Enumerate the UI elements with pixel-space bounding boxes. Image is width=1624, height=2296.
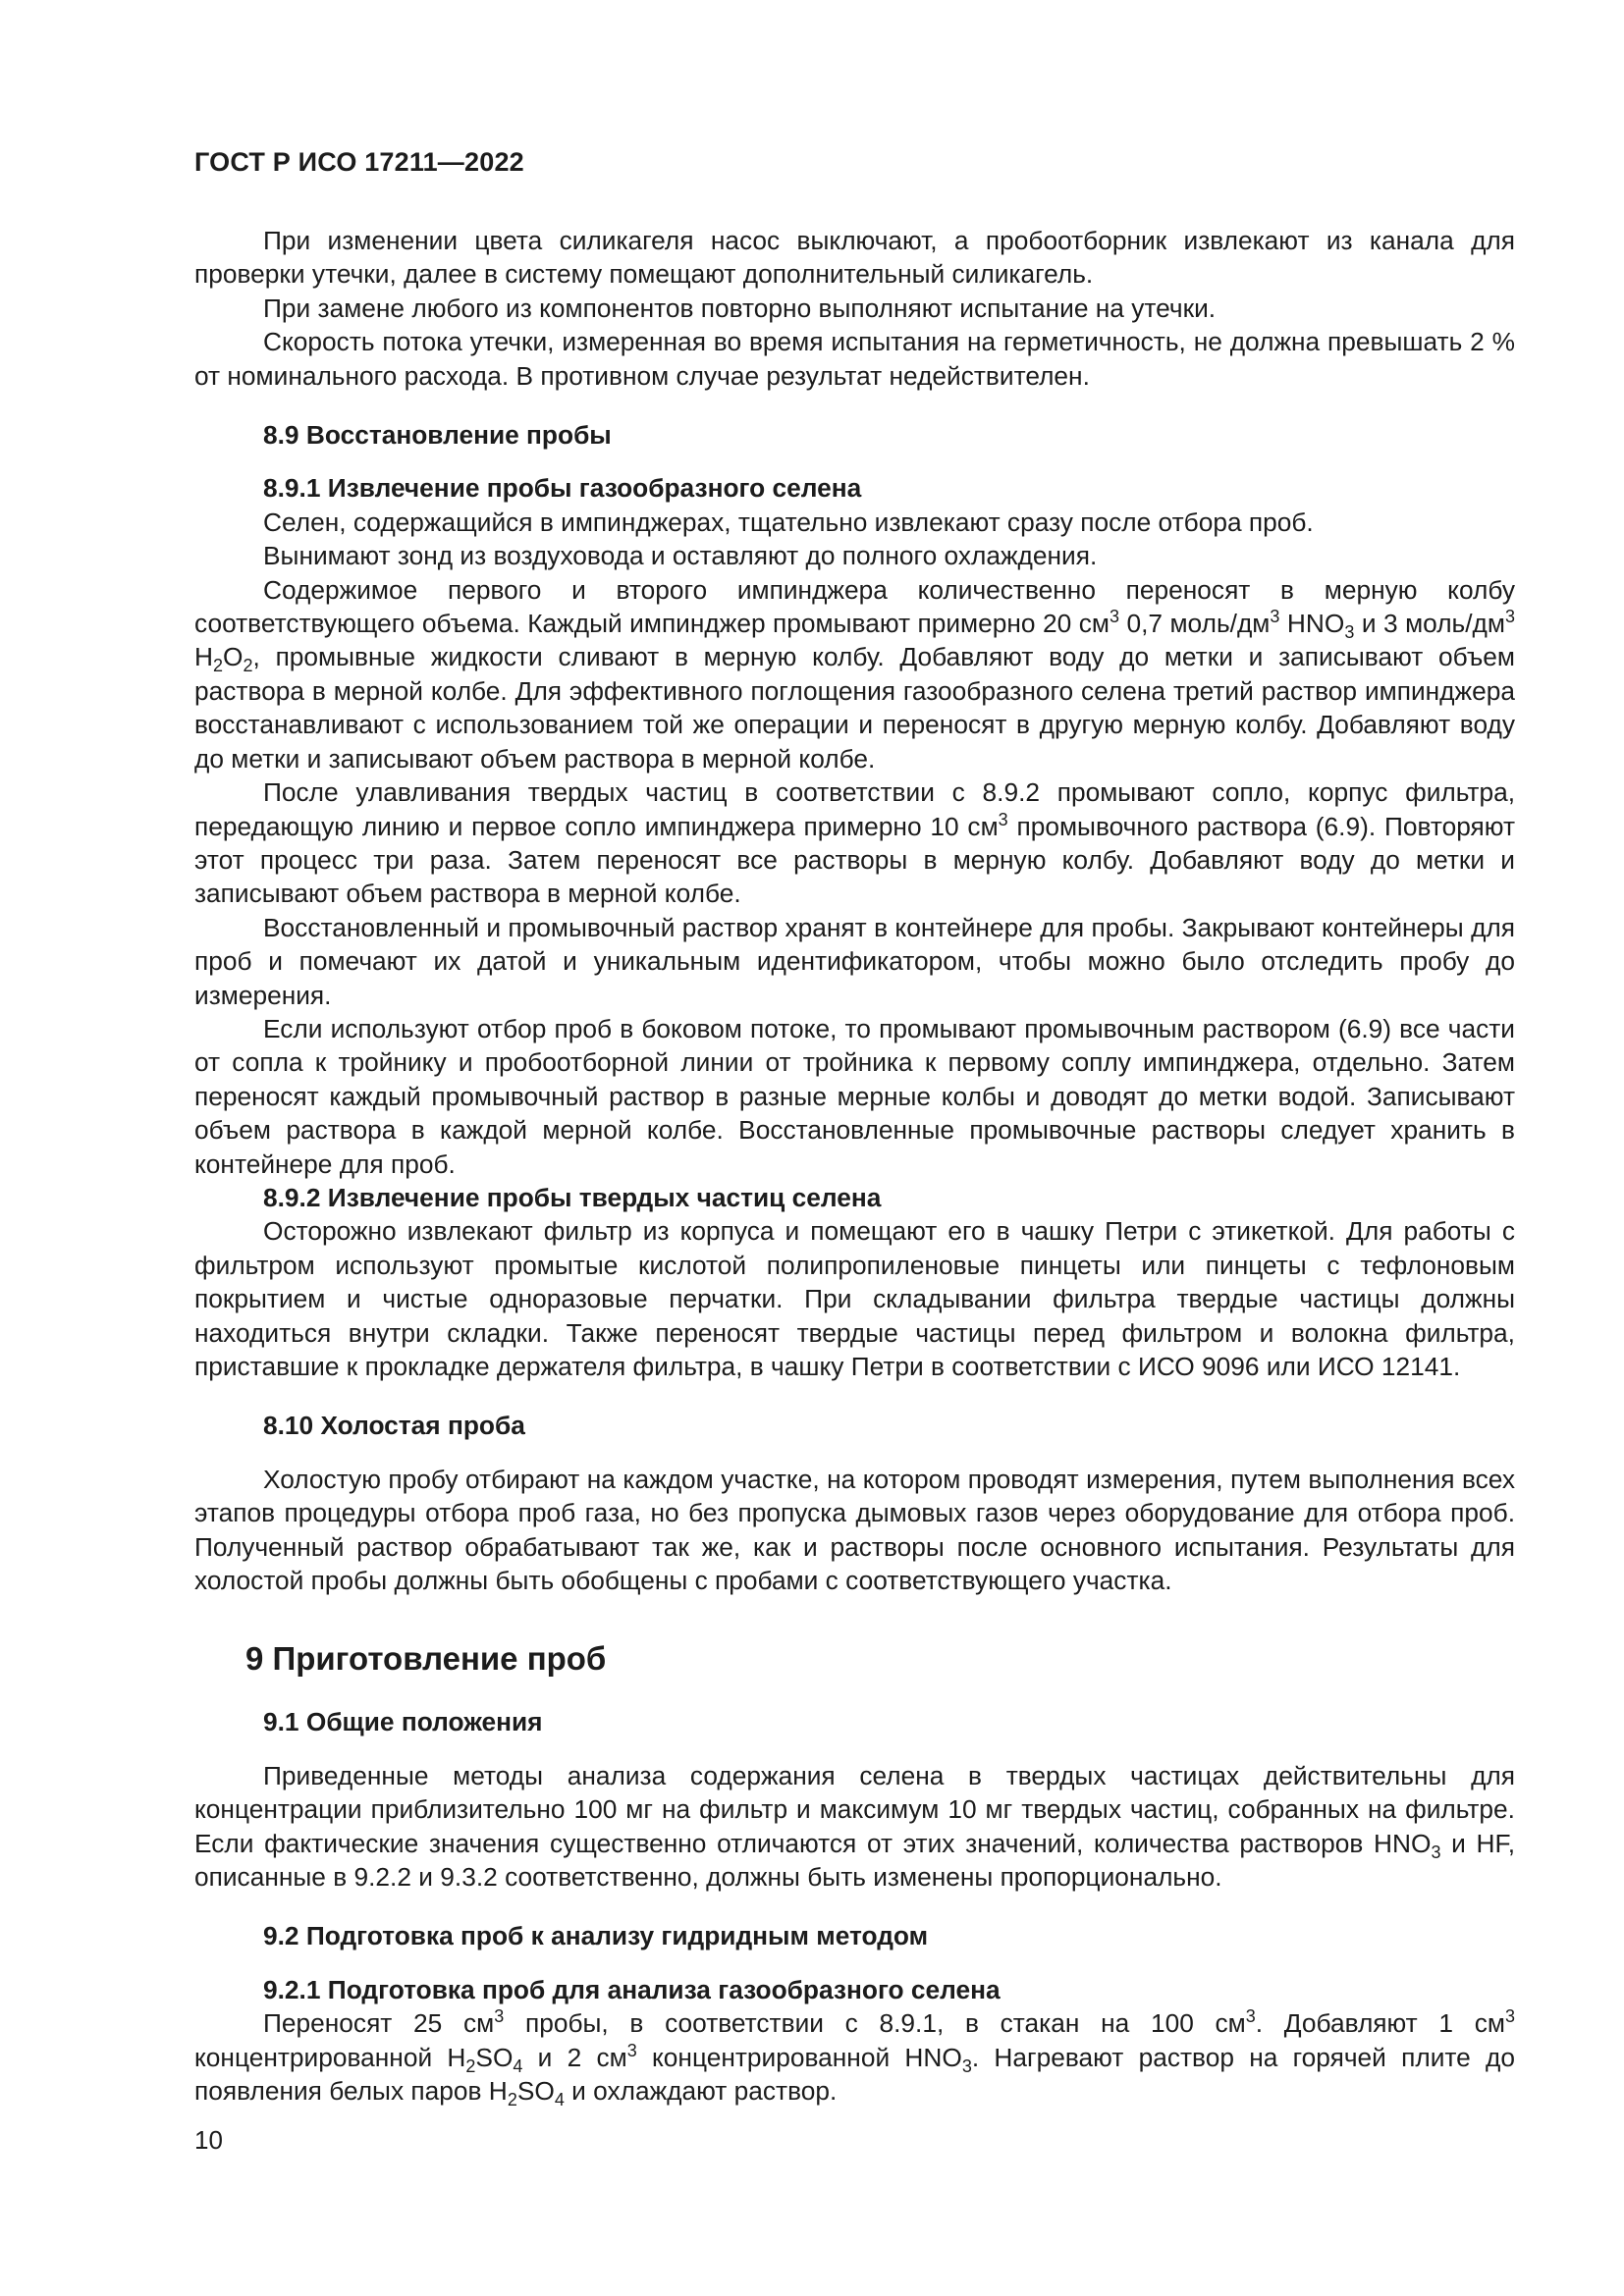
paragraph: Осторожно извлекают фильтр из корпуса и помещают его в чашку Петри с этикеткой. Для работы с фильтром используют промытые кислотой полипропиленовые пинцеты или пинцеты с тефлоновым покрытием и чистые одноразовые перчатки. При складывании фильтра твердые частицы должны находиться внутри складки. Также переносят твердые частицы перед фильтром и волокна фильтра, приставшие к прокладке держателя фильтра, в чашку Петри в соответствии с ИСО 9096 или ИСО 12141. [194,1216,1515,1381]
paragraph: Переносят 25 $см^3$ пробы, в соответствии с 8.9.1, в стакан на 100 $см^3$. Добавляют 1 $см^3$ концентрированной $H_2SO_4$ и 2 $см^3$ концентрированной $HNO_3$. Нагревают раствор на горячей плите до появления белых паров $H_2SO_4$ и охлаждают раствор. [194,2006,1515,2110]
subsection-heading-8-9-2: 8.9.2 Извлечение пробы твердых частиц селена [263,1182,882,1212]
paragraph: Восстановленный и промывочный раствор хранят в контейнере для пробы. Закрывают контейнеры для проб и помечают их датой и уникальным идентификатором, чтобы можно было отследить пробу до измерения. [194,912,1515,1010]
document-code-header: ГОСТ Р ИСО 17211—2022 [194,147,524,177]
subsection-heading-9-2-1: 9.2.1 Подготовка проб для анализа газообразного селена [263,1974,1001,2004]
paragraph: Если используют отбор проб в боковом потоке, то промывают промывочным раствором (6.9) все части от сопла к тройнику и пробоотборной линии от тройника к первому соплу импинджера, отдельно. Затем переносят каждый промывочный раствор в разные мерные колбы и доводят до метки водой. Записывают объем раствора в каждой мерной колбе. Восстановленные промывочные растворы следует хранить в контейнере для проб. [194,1013,1515,1179]
subsection-heading-8-9-1: 8.9.1 Извлечение пробы газообразного селена [263,473,862,504]
section-heading-9-1: 9.1 Общие положения [263,1707,543,1737]
chapter-heading-9: 9 Приготовление проб [245,1640,607,1678]
paragraph: Содержимое первого и второго импинджера количественно переносят в мерную колбу соответствующего объема. Каждый импинджер промывают примерно 20 $см^3$ 0,7 моль/$дм^3$ $HNO_3$ и 3 моль/$дм^3$ $H_2O_2$, промывные жидкости сливают в мерную колбу. Добавляют воду до метки и записывают объем раствора в мерной колбе. Для эффективного поглощения газообразного селена третий раствор импинджера восстанавливают с использованием той же операции и переносят в другую мерную колбу. Добавляют воду до метки и записывают объем раствора в мерной колбе. [194,574,1516,774]
paragraph: Приведенные методы анализа содержания селена в твердых частицах действительны для концентрации приблизительно 100 мг на фильтр и максимум 10 мг твердых частиц, собранных на фильтре. Если фактические значения существенно отличаются от этих значений, количества растворов $HNO_3$ и HF, описанные в 9.2.2 и 9.3.2 соответственно, должны быть изменены пропорционально. [194,1760,1515,1893]
section-heading-9-2: 9.2 Подготовка проб к анализу гидридным методом [263,1921,929,1951]
paragraph: Селен, содержащийся в импинджерах, тщательно извлекают сразу после отбора проб. [263,507,1314,537]
paragraph: Скорость потока утечки, измеренная во время испытания на герметичность, не должна превышать 2 % от номинального расхода. В противном случае результат недействителен. [194,327,1515,391]
paragraph: Холостую пробу отбирают на каждом участке, на котором проводят измерения, путем выполнения всех этапов процедуры отбора проб газа, но без пропуска дымовых газов через оборудование для отбора проб. Полученный раствор обрабатывают так же, как и растворы после основного испытания. Результаты для холостой пробы должны быть обобщены с пробами с соответствующего участка. [194,1464,1515,1596]
section-heading-8-10: 8.10 Холостая проба [263,1411,525,1441]
section-heading-8-9: 8.9 Восстановление пробы [263,420,612,451]
paragraph: При замене любого из компонентов повторно выполняют испытание на утечки. [263,293,1217,323]
paragraph: Вынимают зонд из воздуховода и оставляют до полного охлаждения. [263,541,1098,571]
page-number: 10 [194,2125,223,2155]
paragraph: При изменении цвета силикагеля насос выключают, а пробоотборник извлекают из канала для проверки утечки, далее в систему помещают дополнительный силикагель. [194,226,1515,290]
paragraph: После улавливания твердых частиц в соответствии с 8.9.2 промывают сопло, корпус фильтра, передающую линию и первое сопло импинджера примерно 10 $см^3$ промывочного раствора (6.9). Повторяют этот процесс три раза. Затем переносят все растворы в мерную колбу. Добавляют воду до метки и записывают объем раствора в мерной колбе. [194,777,1515,909]
document-body [194,224,1515,2109]
